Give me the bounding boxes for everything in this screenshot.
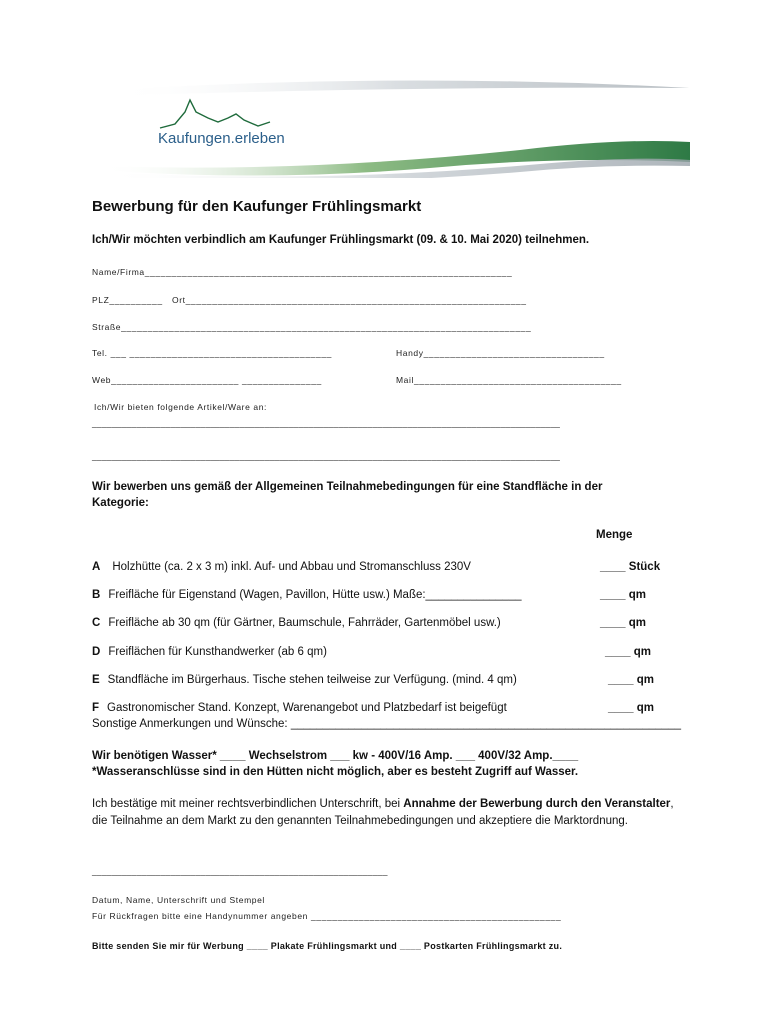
web-field[interactable]: Web________________________ _______________ [92,375,322,385]
category-f-qty[interactable]: ____ qm [608,702,655,714]
apply-line-2: Kategorie: [92,497,149,509]
category-text: Freifläche ab 30 qm (für Gärtner, Baumschule, Fahrräder, Gartenmöbel usw.) [108,617,501,629]
water-line: Wir benötigen Wasser* ____ Wechselstrom ___ kw - 400V/16 Amp. ___ 400V/32 Amp.____ [92,750,579,762]
artikel-line-1[interactable]: _______________________________________________________________________________________________ [92,418,561,428]
intro-text: Ich/Wir möchten verbindlich am Kaufunger Frühlingsmarkt (09. & 10. Mai 2020) teilnehmen. [92,234,590,246]
mail-field[interactable]: Mail_______________________________________ [396,375,622,385]
tel-field[interactable]: Tel. ___ ______________________________________ [92,348,332,358]
category-letter: D [92,646,101,658]
signature-line[interactable]: ____________________________________________________________ [92,866,388,876]
menge-header: Menge [596,529,633,541]
category-c [92,617,501,629]
name-field[interactable]: Name/Firma_____________________________________________________________________ [92,267,513,277]
category-letter: C [92,617,101,629]
logo-wordmark: Kaufungen.erleben [158,130,285,147]
rueckfragen-field[interactable]: Für Rückfragen bitte eine Handynummer angeben _______________________________________________ [92,911,562,921]
artikel-label: Ich/Wir bieten folgende Artikel/Ware an: [94,402,267,412]
confirmation-text [92,796,692,830]
confirmation-part-2: , die Teilnahme an dem Markt zu den genannten Teilnahmebedingungen und akzeptiere die Marktordnung. [92,798,674,827]
category-letter: E [92,674,100,686]
logo-text [158,130,285,147]
signature-label: Datum, Name, Unterschrift und Stempel [92,895,265,905]
category-text: Standfläche im Bürgerhaus. Tische stehen teilweise zur Verfügung. (mind. 4 qm) [107,674,517,686]
category-letter: B [92,589,101,601]
category-b [92,589,522,601]
category-e-qty[interactable]: ____ qm [608,674,655,686]
remarks-field[interactable]: Sonstige Anmerkungen und Wünsche: _____________________________________________________________ [92,718,681,730]
category-d [92,646,327,658]
confirmation-bold: Annahme der Bewerbung durch den Veranstalter [403,798,671,810]
category-letter: F [92,702,100,714]
category-a-qty[interactable]: ____ Stück [600,561,661,573]
page-title: Bewerbung für den Kaufunger Frühlingsmarkt [92,198,422,215]
header-banner [0,78,770,178]
category-text: Holzhütte (ca. 2 x 3 m) inkl. Auf- und Abbau und Stromanschluss 230V [112,561,471,573]
ort-field[interactable]: Ort________________________________________________________________ [172,295,527,305]
footer-werbung: Bitte senden Sie mir für Werbung ____ Plakate Frühlingsmarkt und ____ Postkarten Frühlingsmarkt zu. [92,941,563,951]
category-text: Freiflächen für Kunsthandwerker (ab 6 qm) [108,646,327,658]
category-text: Freifläche für Eigenstand (Wagen, Pavillon, Hütte usw.) Maße:_______________ [108,589,522,601]
artikel-line-2[interactable]: _______________________________________________________________________________________________ [92,451,561,461]
category-b-qty[interactable]: ____ qm [600,589,647,601]
plz-field[interactable]: PLZ__________ [92,295,163,305]
water-note: *Wasseranschlüsse sind in den Hütten nicht möglich, aber es besteht Zugriff auf Wasser. [92,766,579,778]
category-letter: A [92,561,101,573]
category-d-qty[interactable]: ____ qm [605,646,652,658]
strasse-field[interactable]: Straße_____________________________________________________________________________ [92,322,532,332]
apply-line-1: Wir bewerben uns gemäß der Allgemeinen Teilnahmebedingungen für eine Standfläche in der [92,481,603,493]
category-e [92,674,517,686]
category-f [92,702,507,714]
category-text: Gastronomischer Stand. Konzept, Warenangebot und Platzbedarf ist beigefügt [107,702,507,714]
logo-skyline-icon [160,100,270,128]
handy-field[interactable]: Handy__________________________________ [396,348,605,358]
category-a [92,561,471,573]
confirmation-part-1: Ich bestätige mit meiner rechtsverbindlichen Unterschrift, bei [92,798,404,810]
category-c-qty[interactable]: ____ qm [600,617,647,629]
